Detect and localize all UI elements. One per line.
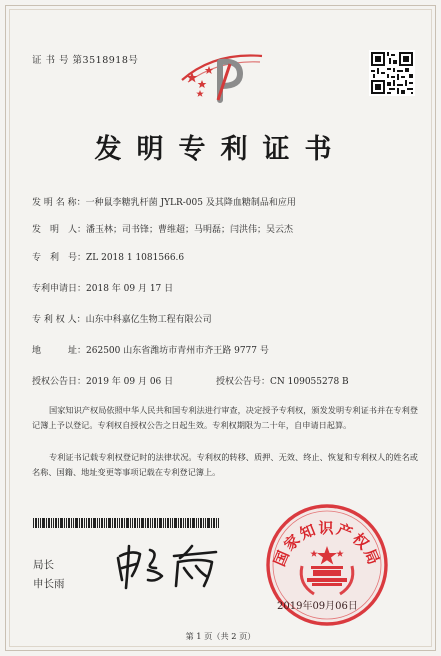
page-number: 第 1 页（共 2 页）: [185, 631, 256, 641]
director-title: 局长: [33, 559, 54, 571]
cnipa-logo-icon: [178, 50, 266, 104]
barcode-icon: [33, 518, 219, 528]
address-value: 262500 山东省潍坊市青州市齐王路 9777 号: [86, 346, 269, 356]
grant-date-label: 授权公告日：: [32, 377, 87, 387]
director-signature-icon: [112, 542, 222, 590]
grant-date-field: [32, 374, 173, 387]
certificate-number: 证 书 号 第3518918号: [32, 55, 139, 66]
grant-number-value: CN 109055278 B: [270, 377, 349, 387]
invention-name-field: [32, 195, 296, 208]
patent-number-field: [32, 250, 184, 263]
patentee-label: 专 利 权 人：: [32, 315, 86, 325]
seal-date: 2019年09月06日: [277, 601, 358, 612]
inventors-label: 发 明 人：: [32, 225, 87, 235]
director-name: 申长雨: [33, 578, 65, 590]
inventors-value: 潘玉林；司书锋；曹维超；马明磊；闫洪伟；吴云杰: [86, 225, 294, 235]
invention-name-label: 发 明 名 称：: [32, 198, 86, 208]
invention-name-value: 一种鼠李糖乳杆菌 JYLR-005 及其降血糖制品和应用: [85, 198, 296, 208]
qr-code-icon: [369, 50, 415, 96]
address-label: 地 址：: [32, 346, 87, 356]
grant-date-value: 2019 年 09 月 06 日: [86, 377, 174, 387]
statement-paragraph-2: 专利证书记载专利权登记时的法律状况。专利权的转移、质押、无效、终止、恢复和专利权人的姓名或名称、国籍、地址变更等事项记载在专利登记簿上。: [32, 452, 418, 477]
address-field: [32, 343, 269, 356]
certificate-title: 发明专利证书: [94, 134, 347, 165]
patentee-value: 山东中科嘉亿生物工程有限公司: [85, 315, 212, 325]
patentee-field: [32, 312, 212, 325]
filing-date-value: 2018 年 09 月 17 日: [86, 284, 174, 294]
filing-date-field: [32, 281, 173, 294]
statement-paragraph-1: 国家知识产权局依照中华人民共和国专利法进行审查，决定授予专利权，颁发发明专利证书并在专利登记簿上予以登记。专利权自授权公告之日起生效。专利权期限为二十年，自申请日起算。: [32, 405, 418, 430]
inventors-field: [32, 222, 293, 235]
patent-number-label: 专 利 号：: [32, 253, 87, 263]
seal-text: 国家知识产权局: [270, 519, 384, 569]
grant-number-field: [216, 374, 349, 387]
filing-date-label: 专利申请日：: [32, 284, 87, 294]
patent-number-value: ZL 2018 1 1081566.6: [86, 253, 185, 263]
grant-number-label: 授权公告号：: [216, 377, 271, 387]
